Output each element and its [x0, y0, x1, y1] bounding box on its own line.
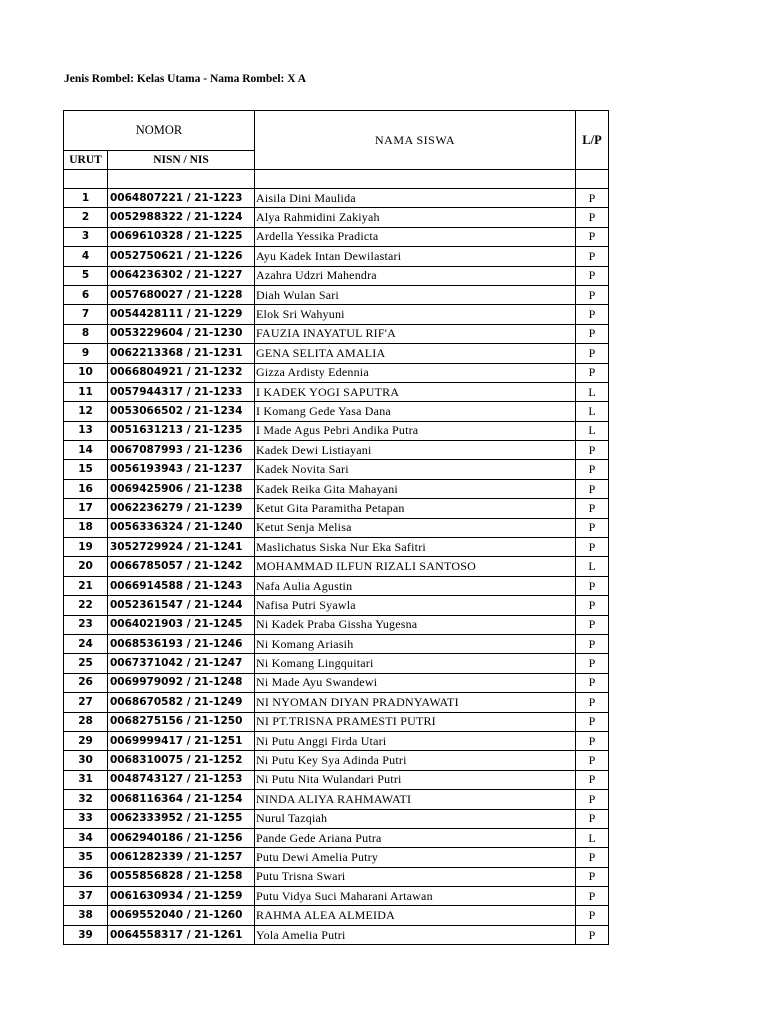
student-name: Yola Amelia Putri [255, 925, 576, 944]
nisn-cell: 0069979092 / 21-1248 [108, 673, 255, 692]
gender-cell: P [576, 266, 609, 285]
row-number: 27 [64, 693, 108, 712]
student-name: Aisila Dini Maulida [255, 189, 576, 208]
student-table [63, 110, 609, 945]
student-name: Putu Dewi Amelia Putry [255, 848, 576, 867]
row-number: 29 [64, 731, 108, 750]
table-row [64, 382, 609, 401]
nisn-cell: 0064558317 / 21-1261 [108, 925, 255, 944]
table-row [64, 227, 609, 246]
gender-cell: P [576, 208, 609, 227]
gender-cell: P [576, 344, 609, 363]
row-number: 36 [64, 867, 108, 886]
student-name: Diah Wulan Sari [255, 285, 576, 304]
spacer-row [64, 170, 609, 189]
row-number: 13 [64, 421, 108, 440]
row-number: 18 [64, 518, 108, 537]
row-number: 21 [64, 576, 108, 595]
student-name: Pande Gede Ariana Putra [255, 828, 576, 847]
nisn-cell: 0053066502 / 21-1234 [108, 402, 255, 421]
nisn-cell: 0064807221 / 21-1223 [108, 189, 255, 208]
gender-cell: P [576, 285, 609, 304]
nisn-cell: 0061282339 / 21-1257 [108, 848, 255, 867]
gender-cell: P [576, 576, 609, 595]
table-row [64, 693, 609, 712]
student-name: RAHMA ALEA ALMEIDA [255, 906, 576, 925]
nisn-cell: 0069552040 / 21-1260 [108, 906, 255, 925]
header-row [64, 111, 609, 151]
gender-cell: P [576, 479, 609, 498]
gender-cell: P [576, 887, 609, 906]
student-name: Ni Putu Anggi Firda Utari [255, 731, 576, 750]
nisn-cell: 0068310075 / 21-1252 [108, 751, 255, 770]
nisn-cell: 0069610328 / 21-1225 [108, 227, 255, 246]
table-row [64, 770, 609, 789]
table-row [64, 538, 609, 557]
gender-cell: L [576, 828, 609, 847]
student-name: Maslichatus Siska Nur Eka Safitri [255, 538, 576, 557]
row-number: 22 [64, 596, 108, 615]
gender-cell: L [576, 421, 609, 440]
student-name: Ayu Kadek Intan Dewilastari [255, 247, 576, 266]
urut-header: URUT [64, 151, 108, 170]
row-number: 5 [64, 266, 108, 285]
row-number: 28 [64, 712, 108, 731]
gender-cell: P [576, 363, 609, 382]
student-name: NI NYOMAN DIYAN PRADNYAWATI [255, 693, 576, 712]
table-row [64, 305, 609, 324]
table-row [64, 925, 609, 944]
row-number: 8 [64, 324, 108, 343]
row-number: 10 [64, 363, 108, 382]
gender-cell: P [576, 247, 609, 266]
student-name: I KADEK YOGI SAPUTRA [255, 382, 576, 401]
gender-cell: P [576, 712, 609, 731]
row-number: 15 [64, 460, 108, 479]
row-number: 12 [64, 402, 108, 421]
row-number: 24 [64, 634, 108, 653]
row-number: 30 [64, 751, 108, 770]
nisn-cell: 0068275156 / 21-1250 [108, 712, 255, 731]
row-number: 38 [64, 906, 108, 925]
student-name: Putu Vidya Suci Maharani Artawan [255, 887, 576, 906]
table-row [64, 673, 609, 692]
gender-cell: P [576, 751, 609, 770]
row-number: 37 [64, 887, 108, 906]
table-row [64, 809, 609, 828]
row-number: 2 [64, 208, 108, 227]
row-number: 11 [64, 382, 108, 401]
gender-cell: P [576, 305, 609, 324]
table-row [64, 208, 609, 227]
student-name: MOHAMMAD ILFUN RIZALI SANTOSO [255, 557, 576, 576]
table-row [64, 576, 609, 595]
gender-cell: P [576, 925, 609, 944]
table-row [64, 189, 609, 208]
gender-cell: P [576, 790, 609, 809]
table-row [64, 634, 609, 653]
nisn-cell: 0068536193 / 21-1246 [108, 634, 255, 653]
table-row [64, 867, 609, 886]
nisn-cell: 0052361547 / 21-1244 [108, 596, 255, 615]
gender-cell: P [576, 848, 609, 867]
table-row [64, 906, 609, 925]
row-number: 1 [64, 189, 108, 208]
row-number: 4 [64, 247, 108, 266]
gender-cell: P [576, 906, 609, 925]
student-name: Kadek Reika Gita Mahayani [255, 479, 576, 498]
student-name: Ni Made Ayu Swandewi [255, 673, 576, 692]
gender-cell: P [576, 654, 609, 673]
nisn-cell: 0066914588 / 21-1243 [108, 576, 255, 595]
gender-cell: P [576, 324, 609, 343]
student-name: Putu Trisna Swari [255, 867, 576, 886]
table-row [64, 499, 609, 518]
gender-cell: L [576, 557, 609, 576]
nisn-cell: 0066785057 / 21-1242 [108, 557, 255, 576]
gender-cell: P [576, 538, 609, 557]
nisn-cell: 0067371042 / 21-1247 [108, 654, 255, 673]
nisn-header: NISN / NIS [108, 151, 255, 170]
table-row [64, 402, 609, 421]
row-number: 3 [64, 227, 108, 246]
student-name: Nafa Aulia Agustin [255, 576, 576, 595]
student-name: Ketut Gita Paramitha Petapan [255, 499, 576, 518]
row-number: 6 [64, 285, 108, 304]
student-name: Alya Rahmidini Zakiyah [255, 208, 576, 227]
row-number: 31 [64, 770, 108, 789]
table-row [64, 615, 609, 634]
row-number: 26 [64, 673, 108, 692]
table-row [64, 518, 609, 537]
table-row [64, 441, 609, 460]
student-name: Ni Kadek Praba Gissha Yugesna [255, 615, 576, 634]
student-name: Kadek Novita Sari [255, 460, 576, 479]
nisn-cell: 0064236302 / 21-1227 [108, 266, 255, 285]
student-name: Gizza Ardisty Edennia [255, 363, 576, 382]
student-name: Elok Sri Wahyuni [255, 305, 576, 324]
gender-cell: P [576, 731, 609, 750]
nisn-cell: 0061630934 / 21-1259 [108, 887, 255, 906]
gender-cell: P [576, 596, 609, 615]
student-name: Kadek Dewi Listiayani [255, 441, 576, 460]
student-name: Ni Komang Lingquitari [255, 654, 576, 673]
nisn-cell: 3052729924 / 21-1241 [108, 538, 255, 557]
table-row [64, 712, 609, 731]
row-number: 17 [64, 499, 108, 518]
row-number: 14 [64, 441, 108, 460]
nisn-cell: 0052988322 / 21-1224 [108, 208, 255, 227]
student-name: Ardella Yessika Pradicta [255, 227, 576, 246]
gender-cell: P [576, 867, 609, 886]
nisn-cell: 0053229604 / 21-1230 [108, 324, 255, 343]
row-number: 16 [64, 479, 108, 498]
table-row [64, 324, 609, 343]
table-row [64, 266, 609, 285]
nisn-cell: 0068670582 / 21-1249 [108, 693, 255, 712]
nisn-cell: 0055856828 / 21-1258 [108, 867, 255, 886]
nisn-cell: 0057944317 / 21-1233 [108, 382, 255, 401]
student-name: Azahra Udzri Mahendra [255, 266, 576, 285]
row-number: 32 [64, 790, 108, 809]
nisn-cell: 0054428111 / 21-1229 [108, 305, 255, 324]
gender-cell: P [576, 460, 609, 479]
gender-cell: P [576, 518, 609, 537]
gender-cell: P [576, 227, 609, 246]
gender-cell: P [576, 673, 609, 692]
table-row [64, 596, 609, 615]
row-number: 39 [64, 925, 108, 944]
student-name: Ni Putu Key Sya Adinda Putri [255, 751, 576, 770]
row-number: 34 [64, 828, 108, 847]
nisn-cell: 0062940186 / 21-1256 [108, 828, 255, 847]
nisn-cell: 0062333952 / 21-1255 [108, 809, 255, 828]
nisn-cell: 0057680027 / 21-1228 [108, 285, 255, 304]
gender-cell: P [576, 499, 609, 518]
gender-cell: P [576, 693, 609, 712]
nisn-cell: 0068116364 / 21-1254 [108, 790, 255, 809]
gender-cell: L [576, 402, 609, 421]
gender-cell: P [576, 634, 609, 653]
page-title: Jenis Rombel: Kelas Utama - Nama Rombel: X A [64, 73, 307, 85]
nisn-cell: 0056193943 / 21-1237 [108, 460, 255, 479]
table-row [64, 828, 609, 847]
nisn-cell: 0066804921 / 21-1232 [108, 363, 255, 382]
nisn-cell: 0064021903 / 21-1245 [108, 615, 255, 634]
nomor-header: NOMOR [64, 111, 255, 151]
nisn-cell: 0051631213 / 21-1235 [108, 421, 255, 440]
gender-cell: P [576, 809, 609, 828]
nisn-cell: 0069999417 / 21-1251 [108, 731, 255, 750]
gender-cell: L [576, 382, 609, 401]
table-row [64, 421, 609, 440]
student-name: I Komang Gede Yasa Dana [255, 402, 576, 421]
nama-siswa-header: NAMA SISWA [255, 111, 576, 170]
student-name: Nafisa Putri Syawla [255, 596, 576, 615]
student-name: NINDA ALIYA RAHMAWATI [255, 790, 576, 809]
student-name: Ni Putu Nita Wulandari Putri [255, 770, 576, 789]
gender-cell: P [576, 770, 609, 789]
table-row [64, 887, 609, 906]
row-number: 20 [64, 557, 108, 576]
student-name: Nurul Tazqiah [255, 809, 576, 828]
gender-cell: P [576, 615, 609, 634]
table-row [64, 460, 609, 479]
student-name: FAUZIA INAYATUL RIF'A [255, 324, 576, 343]
row-number: 35 [64, 848, 108, 867]
nisn-cell: 0048743127 / 21-1253 [108, 770, 255, 789]
nisn-cell: 0062213368 / 21-1231 [108, 344, 255, 363]
table-row [64, 751, 609, 770]
table-row [64, 790, 609, 809]
student-name: Ketut Senja Melisa [255, 518, 576, 537]
table-row [64, 557, 609, 576]
nisn-cell: 0056336324 / 21-1240 [108, 518, 255, 537]
gender-header: L/P [576, 111, 609, 170]
nisn-cell: 0069425906 / 21-1238 [108, 479, 255, 498]
row-number: 19 [64, 538, 108, 557]
row-number: 23 [64, 615, 108, 634]
table-row [64, 363, 609, 382]
student-name: NI PT.TRISNA PRAMESTI PUTRI [255, 712, 576, 731]
gender-cell: P [576, 441, 609, 460]
student-name: GENA SELITA AMALIA [255, 344, 576, 363]
row-number: 33 [64, 809, 108, 828]
nisn-cell: 0052750621 / 21-1226 [108, 247, 255, 266]
table-row [64, 848, 609, 867]
row-number: 7 [64, 305, 108, 324]
gender-cell: P [576, 189, 609, 208]
table-row [64, 479, 609, 498]
table-row [64, 654, 609, 673]
table-row [64, 344, 609, 363]
row-number: 25 [64, 654, 108, 673]
student-name: Ni Komang Ariasih [255, 634, 576, 653]
row-number: 9 [64, 344, 108, 363]
nisn-cell: 0067087993 / 21-1236 [108, 441, 255, 460]
table-row [64, 285, 609, 304]
table-row [64, 731, 609, 750]
student-name: I Made Agus Pebri Andika Putra [255, 421, 576, 440]
table-row [64, 247, 609, 266]
nisn-cell: 0062236279 / 21-1239 [108, 499, 255, 518]
